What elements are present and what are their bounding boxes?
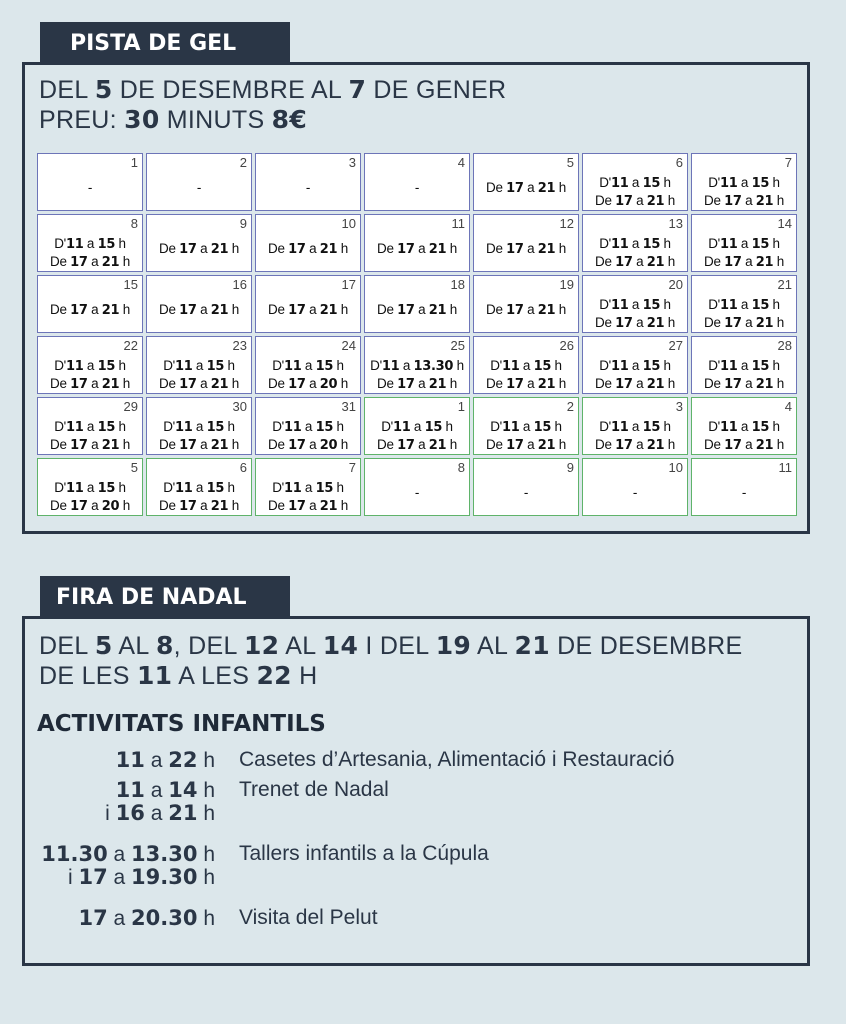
calendar-day-cell <box>255 153 361 211</box>
calendar-day-cell <box>37 153 143 211</box>
calendar-day-cell <box>582 397 688 455</box>
day-schedule: D'11 a 15 h De 17 a 21 h <box>704 419 784 453</box>
activity-time: 11 a 22 h <box>115 748 215 772</box>
calendar-day-cell <box>473 275 579 333</box>
day-schedule: De 17 a 21 h <box>486 302 566 318</box>
fira-title: FIRA DE NADAL <box>56 585 247 610</box>
calendar-day-cell <box>146 275 252 333</box>
activity-time: 17 a 20.30 h <box>78 906 215 930</box>
day-schedule: D'11 a 15 h De 17 a 21 h <box>50 236 130 270</box>
calendar-day-cell <box>364 458 470 516</box>
calendar-day-cell <box>146 153 252 211</box>
day-number: 13 <box>668 216 683 231</box>
day-schedule: De 17 a 21 h <box>377 302 457 318</box>
calendar-day-cell <box>582 153 688 211</box>
calendar-day-cell <box>582 336 688 394</box>
day-schedule: De 17 a 21 h <box>377 241 457 257</box>
calendar-day-cell <box>582 214 688 272</box>
day-schedule: D'11 a 15 h De 17 a 21 h <box>50 419 130 453</box>
day-number: 4 <box>784 399 792 414</box>
day-schedule: D'11 a 15 h De 17 a 21 h <box>595 236 675 270</box>
day-number: 5 <box>566 155 574 170</box>
calendar-day-cell <box>473 153 579 211</box>
day-schedule: D'11 a 15 h De 17 a 21 h <box>704 297 784 331</box>
calendar-day-cell <box>473 336 579 394</box>
calendar-day-cell <box>364 153 470 211</box>
day-number: 4 <box>457 155 465 170</box>
calendar-day-cell <box>255 458 361 516</box>
day-schedule: - <box>741 485 747 500</box>
day-schedule: D'11 a 15 h De 17 a 21 h <box>595 297 675 331</box>
calendar-day-cell <box>691 397 797 455</box>
day-number: 11 <box>451 216 465 231</box>
day-schedule: - <box>414 180 420 195</box>
calendar-day-cell <box>37 214 143 272</box>
day-number: 28 <box>777 338 792 353</box>
day-number: 18 <box>450 277 465 292</box>
pista-de-gel-panel <box>22 62 810 534</box>
day-schedule: De 17 a 21 h <box>268 241 348 257</box>
day-schedule: D'11 a 15 h De 17 a 21 h <box>159 358 239 392</box>
activity-description: Casetes d’Artesania, Alimentació i Restauració <box>239 748 675 771</box>
calendar-grid <box>37 153 797 516</box>
day-number: 7 <box>348 460 356 475</box>
pista-price-line: PREU: 30 MINUTS 8€ <box>39 105 308 134</box>
day-schedule: De 17 a 21 h <box>268 302 348 318</box>
day-number: 2 <box>239 155 247 170</box>
calendar-day-cell <box>364 397 470 455</box>
day-schedule: De 17 a 21 h <box>50 302 130 318</box>
day-number: 11 <box>778 460 792 475</box>
day-number: 9 <box>239 216 247 231</box>
calendar-day-cell <box>691 153 797 211</box>
activities-title: ACTIVITATS INFANTILS <box>37 711 326 737</box>
calendar-day-cell <box>364 336 470 394</box>
calendar-day-cell <box>582 275 688 333</box>
day-number: 1 <box>130 155 138 170</box>
day-schedule: - <box>523 485 529 500</box>
day-schedule: - <box>305 180 311 195</box>
activity-description: Trenet de Nadal <box>239 778 389 801</box>
day-number: 9 <box>566 460 574 475</box>
day-number: 10 <box>668 460 683 475</box>
activity-time: 11.30 a 13.30 h i 17 a 19.30 h <box>41 842 215 889</box>
calendar-day-cell <box>473 397 579 455</box>
day-schedule: D'11 a 13.30 h De 17 a 21 h <box>370 358 464 392</box>
calendar-day-cell <box>146 214 252 272</box>
calendar-day-cell <box>255 275 361 333</box>
day-number: 1 <box>457 399 465 414</box>
day-schedule: D'11 a 15 h De 17 a 21 h <box>50 358 130 392</box>
day-number: 16 <box>232 277 247 292</box>
activity-time: 11 a 14 h i 16 a 21 h <box>105 778 215 825</box>
calendar-day-cell <box>582 458 688 516</box>
day-schedule: - <box>632 485 638 500</box>
calendar-day-cell <box>146 397 252 455</box>
calendar-day-cell <box>37 275 143 333</box>
calendar-day-cell <box>473 458 579 516</box>
day-schedule: D'11 a 15 h De 17 a 20 h <box>50 480 130 514</box>
day-schedule: D'11 a 15 h De 17 a 21 h <box>704 175 784 209</box>
day-number: 30 <box>232 399 247 414</box>
day-number: 31 <box>341 399 356 414</box>
day-schedule: D'11 a 15 h De 17 a 21 h <box>704 236 784 270</box>
calendar-day-cell <box>691 336 797 394</box>
day-schedule: D'11 a 15 h De 17 a 21 h <box>595 358 675 392</box>
day-number: 6 <box>239 460 247 475</box>
day-schedule: D'11 a 15 h De 17 a 21 h <box>159 480 239 514</box>
calendar-day-cell <box>146 336 252 394</box>
day-schedule: - <box>87 180 93 195</box>
activity-description: Tallers infantils a la Cúpula <box>239 842 489 865</box>
day-number: 20 <box>668 277 683 292</box>
calendar-day-cell <box>691 214 797 272</box>
day-number: 25 <box>450 338 465 353</box>
calendar-day-cell <box>364 214 470 272</box>
day-schedule: D'11 a 15 h De 17 a 21 h <box>595 419 675 453</box>
day-number: 27 <box>668 338 683 353</box>
pista-dates-line: DEL 5 DE DESEMBRE AL 7 DE GENER <box>39 75 507 104</box>
day-schedule: De 17 a 21 h <box>486 241 566 257</box>
day-schedule: D'11 a 15 h De 17 a 21 h <box>486 358 566 392</box>
day-schedule: De 17 a 21 h <box>159 241 239 257</box>
activity-description: Visita del Pelut <box>239 906 378 929</box>
day-schedule: D'11 a 15 h De 17 a 20 h <box>268 358 348 392</box>
day-number: 7 <box>784 155 792 170</box>
day-number: 29 <box>123 399 138 414</box>
day-schedule: D'11 a 15 h De 17 a 21 h <box>704 358 784 392</box>
day-number: 22 <box>123 338 138 353</box>
day-number: 23 <box>232 338 247 353</box>
day-schedule: D'11 a 15 h De 17 a 20 h <box>268 419 348 453</box>
day-number: 10 <box>341 216 356 231</box>
calendar-day-cell <box>255 397 361 455</box>
pista-de-gel-tab <box>40 22 290 64</box>
day-number: 6 <box>675 155 683 170</box>
calendar-day-cell <box>37 336 143 394</box>
calendar-day-cell <box>255 336 361 394</box>
day-schedule: D'11 a 15 h De 17 a 21 h <box>377 419 457 453</box>
day-schedule: - <box>414 485 420 500</box>
day-number: 8 <box>130 216 138 231</box>
calendar-day-cell <box>146 458 252 516</box>
day-number: 2 <box>566 399 574 414</box>
day-schedule: De 17 a 21 h <box>159 302 239 318</box>
day-number: 26 <box>559 338 574 353</box>
fira-hours-line: DE LES 11 A LES 22 H <box>39 661 318 690</box>
day-schedule: D'11 a 15 h De 17 a 21 h <box>268 480 348 514</box>
calendar-day-cell <box>691 275 797 333</box>
calendar-day-cell <box>37 458 143 516</box>
day-number: 5 <box>130 460 138 475</box>
day-number: 19 <box>559 277 574 292</box>
fira-dates-line: DEL 5 AL 8, DEL 12 AL 14 I DEL 19 AL 21 DE DESEMBRE <box>39 631 743 660</box>
pista-title: PISTA DE GEL <box>70 31 237 56</box>
day-number: 3 <box>675 399 683 414</box>
calendar-day-cell <box>473 214 579 272</box>
day-schedule: De 17 a 21 h <box>486 180 566 196</box>
day-schedule: D'11 a 15 h De 17 a 21 h <box>486 419 566 453</box>
day-number: 24 <box>341 338 356 353</box>
calendar-day-cell <box>691 458 797 516</box>
calendar-day-cell <box>37 397 143 455</box>
fira-de-nadal-panel <box>22 616 810 966</box>
day-number: 12 <box>559 216 574 231</box>
day-schedule: - <box>196 180 202 195</box>
day-schedule: D'11 a 15 h De 17 a 21 h <box>595 175 675 209</box>
calendar-day-cell <box>364 275 470 333</box>
day-number: 14 <box>777 216 792 231</box>
day-number: 3 <box>348 155 356 170</box>
day-number: 17 <box>341 277 356 292</box>
day-number: 8 <box>457 460 465 475</box>
day-schedule: D'11 a 15 h De 17 a 21 h <box>159 419 239 453</box>
day-number: 15 <box>123 277 138 292</box>
fira-de-nadal-tab <box>40 576 290 618</box>
day-number: 21 <box>777 277 792 292</box>
calendar-day-cell <box>255 214 361 272</box>
